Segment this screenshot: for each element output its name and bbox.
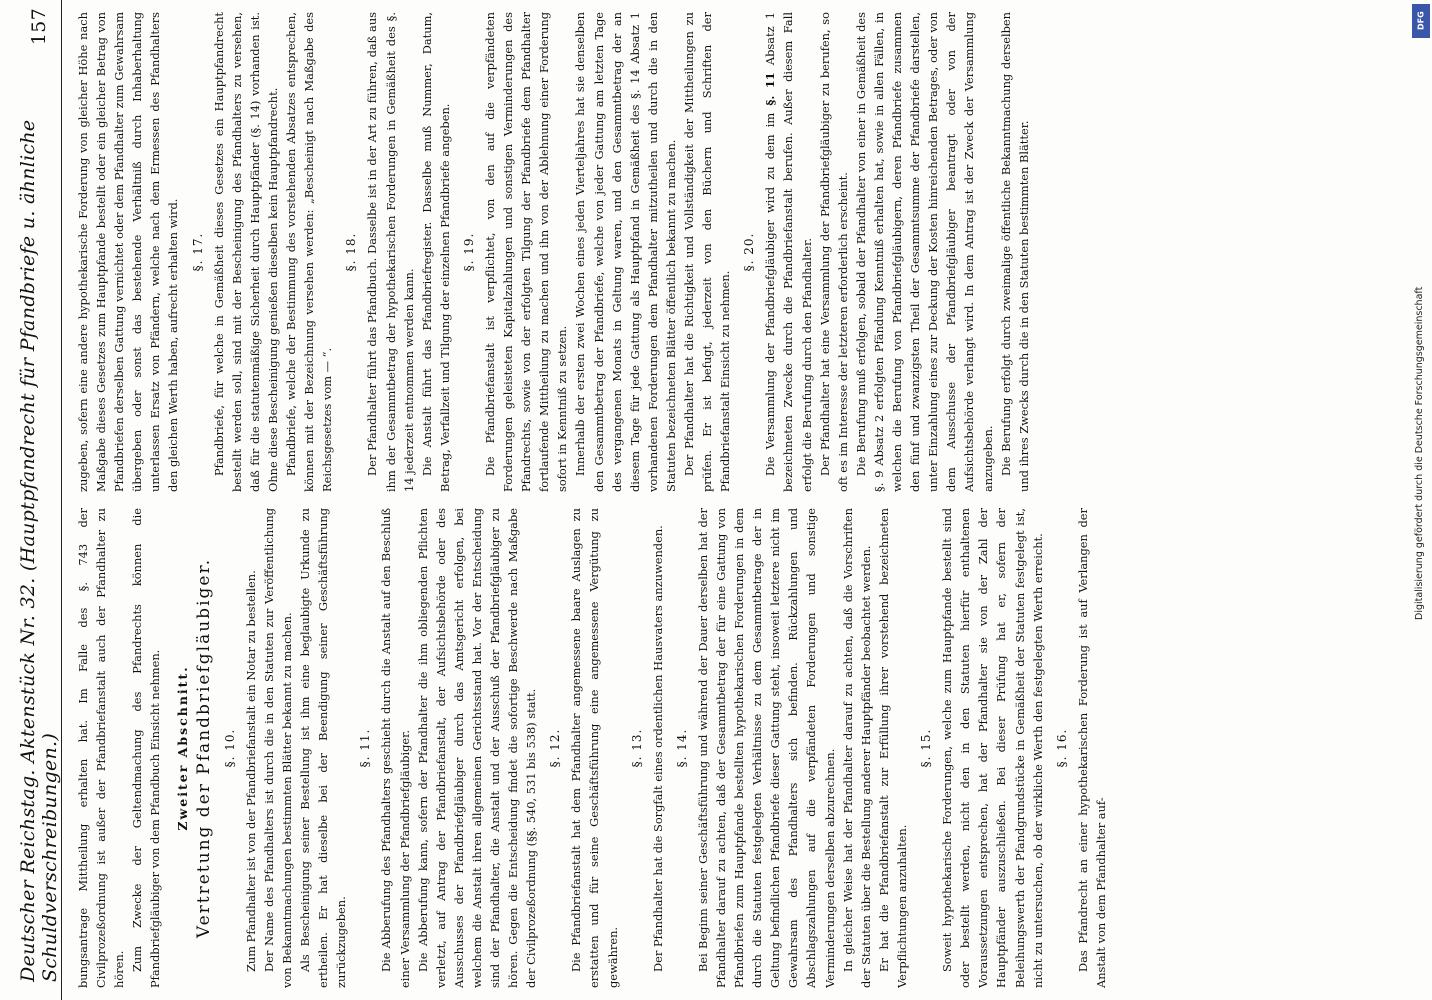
- paragraph: In gleicher Weise hat der Pfandhalter darauf zu achten, daß die Vorschriften der Statuten über die Bestellung anderer Hauptpfänder beobachtet werden.: [840, 508, 873, 988]
- paragraph-number: §. 12.: [548, 728, 563, 768]
- right-column: [74, 12, 1404, 492]
- paragraph: Er hat die Pfandbriefanstalt zur Erfüllung ihrer vorstehend bezeichneten Verpflichtungen anzuhalten.: [876, 508, 909, 988]
- paragraph: Der Name des Pfandhalters ist durch die in den Statuten zur Veröffentlichung von Bekanntmachungen bestimmten Blätter bekannt zu machen.: [261, 508, 294, 988]
- rotated-sheet: [16, 0, 1416, 1000]
- paragraph: Zum Zwecke der Geltendmachung des Pfandrechts können die Pfandbriefgläubiger von dem Pfandbuch Einsicht nehmen.: [130, 508, 163, 988]
- paragraph-number: §. 16.: [1054, 728, 1069, 768]
- paragraph-number: §. 14.: [674, 728, 689, 768]
- paragraph: Die Berufung erfolgt durch zweimalige öffentliche Bekanntmachung derselben und ihres Zwecks durch die in den Statuten bestimmten Blätter.: [998, 12, 1031, 492]
- paragraph: Die Anstalt führt das Pfandbriefregister. Dasselbe muß Nummer, Datum, Betrag, Verfallzeit und Tilgung der einzelnen Pfandbriefe angeben.: [419, 12, 452, 492]
- page-header: [16, 0, 62, 1000]
- section-title: Vertretung der Pfandbriefgläubiger.: [193, 557, 214, 939]
- paragraph: Die Abberufung kann, sofern der Pfandhalter die ihm obliegenden Pflichten verletzt, auf Antrag der Pfandbriefanstalt, der Aufsichtsbehörde oder des Ausschusses der Pfandbriefgläubiger durch das Amtsgericht erfolgen, bei welchem die Anstalt ihren allgemeinen Gerichtsstand hat. Vor der Entscheidung sind der Pfandhalter, die Anstalt und der Ausschuß der Pfandbriefgläubiger zu hören. Gegen die Entscheidung findet die sofortige Beschwerde nach Maßgabe der Civilprozeßordnung (§§. 540, 531 bis 538) statt.: [415, 508, 539, 988]
- paragraph: bungsantrage Mittheilung erhalten hat. Im Falle des §. 743 der Civilprozeßordnung ist außer der Pfandbriefanstalt auch der Pfandhalter zu hören.: [76, 508, 127, 988]
- paragraph: Bei Beginn seiner Geschäftsführung und während der Dauer derselben hat der Pfandhalter darauf zu achten, daß der Gesammtbetrag der für eine Gattung von Pfandbriefen zum Hauptpfande bestellten hypothekarischen Forderungen in dem durch die Statuten festgelegten Verhältnisse zu dem Gesammtbetrage der in Geltung befindlichen Pfandbriefe dieser Gattung steht, insoweit letztere nicht im Gewahrsam des Pfandhalters sich befinden. Rückzahlungen und Abschlagszahlungen auf die verpfändeten Forderungen und sonstige Verminderungen derselben abzurechnen.: [695, 508, 837, 988]
- paragraph-number: §. 17.: [190, 232, 205, 272]
- paragraph: Pfandbriefe, welche der Bestimmung des vorstehenden Absatzes entsprechen, können mit der Bezeichnung versehen werden: „Bescheinigt nach Maßgabe des Reichsgesetzes vom — “.: [284, 12, 335, 492]
- page-number: 157: [27, 8, 50, 46]
- paragraph: Die Pfandbriefanstalt ist verpflichtet, von den auf die verpfändeten Forderungen geleisteten Kapitalzahlungen und sonstigen Verminderungen des Pfandrechts, sowie von der erfolgten Tilgung der Pfandbriefe dem Pfandhalter fortlaufende Mittheilung zu machen und ihn von der Ablehnung einer Forderung sofort in Kenntniß zu setzen.: [482, 12, 570, 492]
- paragraph: Die Berufung muß erfolgen, sobald der Pfandhalter von einer in Gemäßheit des §. 9 Absatz 2 erfolgten Pfändung Kenntniß erhalten hat, sowie in allen Fällen, in welchen die Berufung von Pfandbriefgläubigern, deren Pfandbriefe zusammen den fünf und zwanzigsten Theil der Gesammtsumme der Pfandbriefe darstellen, unter Einzahlung eines zur Deckung der Kosten hinreichenden Betrages, oder von dem Ausschusse der Pfandbriefgläubiger beantragt oder von der Aufsichtsbehörde verlangt wird. In dem Antrag ist der Zweck der Versammlung anzugeben.: [853, 12, 995, 492]
- paragraph: Der Pfandhalter hat die Sorgfalt eines ordentlichen Hausvaters anzuwenden.: [650, 525, 665, 972]
- header-title: Deutscher Reichstag. Aktenstück Nr. 32. (Hauptpfandrecht für Pfandbriefe u. ähnliche Schuldverschreibungen.): [16, 119, 61, 982]
- paragraph: [761, 12, 815, 492]
- paragraph: Die Pfandbriefanstalt hat dem Pfandhalter angemessene baare Auslagen zu erstatten und für seine Geschäftsführung eine angemessene Vergütung zu gewähren.: [569, 508, 620, 988]
- paragraph: zugeben, sofern eine andere hypothekarische Forderung von gleicher Höhe nach Maßgabe dieses Gesetzes zum Hauptpfande bestellt oder ein gleicher Betrag von Pfandbriefen derselben Gattung vernichtet oder dem Pfandhalter zum Gewahrsam übergeben oder sonst das bestehende Verhältniß durch Inhaberhaltung unterlassen Ersatz von Pfändern, welche nach dem Ermessen des Pfandhalters den gleichen Werth haben, aufrecht erhalten wird.: [76, 12, 181, 492]
- paragraph: Das Pfandrecht an einer hypothekarischen Forderung ist auf Verlangen der Anstalt von dem Pfandhalter auf-: [1075, 508, 1108, 988]
- paragraph-number: §. 11.: [358, 728, 373, 768]
- paragraph: Innerhalb der ersten zwei Wochen eines jeden Vierteljahres hat sie denselben den Gesammtbetrag der Pfandbriefe, welche von jeder Gattung am letzten Tage des vergangenen Monats in Geltung waren, und den Gesammtbetrag der an diesem Tage für jede Gattung als Hauptpfand in Gemäßheit des §. 14 Absatz 1 vorhandenen Forderungen dem Pfandhalter mitzutheilen und durch die in den Statuten bezeichneten Blätter öffentlich bekannt zu machen.: [573, 12, 678, 492]
- paragraph-number: §. 20.: [742, 232, 757, 272]
- dfg-logo: DFG: [1412, 4, 1430, 38]
- paragraph-number: §. 10.: [222, 728, 237, 768]
- paragraph: Als Bescheinigung seiner Bestellung ist ihm eine beglaubigte Urkunde zu ertheilen. Er hat dieselbe bei der Beendigung seiner Geschäftsführung zurückzugeben.: [298, 508, 349, 988]
- left-column: [74, 508, 1404, 988]
- paragraph: Pfandbriefe, für welche in Gemäßheit dieses Gesetzes ein Hauptpfandrecht bestellt werden soll, sind mit der Bescheinigung des Pfandhalters zu versehen, daß für die statutenmäßige Sicherheit durch Hauptpfänder (§. 14) vorhanden ist. Ohne diese Bescheinigung genießen dieselben kein Hauptpfandrecht.: [211, 12, 280, 492]
- paragraph-number: §. 13.: [629, 728, 644, 768]
- text-run: Die Versammlung der Pfandbriefgläubiger wird zu dem im: [763, 105, 778, 476]
- paragraph-number: §. 15.: [919, 728, 934, 768]
- text-run: Absatz 1 bezeichneten Zwecke durch die Pfandbriefanstalt berufen. Außer diesem Fall erfolgt die Berufung durch den Pfandhalter.: [763, 12, 814, 492]
- paragraph: Die Abberufung des Pfandhalters geschieht durch die Anstalt auf den Beschluß einer Versammlung der Pfandbriefgläubiger.: [379, 508, 412, 988]
- highlighted-reference: §. 11: [763, 72, 778, 106]
- paragraph: Zum Pfandhalter ist von der Pfandbriefanstalt ein Notar zu bestellen.: [243, 570, 258, 972]
- paragraph-number: §. 18.: [344, 232, 359, 272]
- paragraph: Der Pfandhalter hat die Richtigkeit und Vollständigkeit der Mittheilungen zu prüfen. Er ist befugt, jederzeit von den Büchern und Schriften der Pfandbriefanstalt Einsicht zu nehmen.: [682, 12, 733, 492]
- digitization-note: Digitalisierung gefördert durch die Deutsche Forschungsgemeinschaft: [1414, 286, 1425, 620]
- paragraph: Der Pfandhalter führt das Pfandbuch. Dasselbe ist in der Art zu führen, daß aus ihm der Gesammtbetrag der hypothekarischen Forderungen in Gemäßheit des §. 14 jederzeit entnommen werden kann.: [365, 12, 416, 492]
- paragraph: Der Pfandhalter hat eine Versammlung der Pfandbriefgläubiger zu berufen, so oft es im Interesse der letzteren erforderlich erscheint.: [817, 12, 850, 492]
- paragraph: Soweit hypothekarische Forderungen, welche zum Hauptpfande bestellt sind oder bestellt werden, nicht den in den Statuten hierfür enthaltenen Voraussetzungen entsprechen, hat der Pfandhalter sie von der Zahl der Hauptpfänder auszuschließen. Bei dieser Prüfung hat er, sofern der Beleihungswerth der Pfandgrundstücke in Gemäßheit der Statuten festgelegt ist, nicht zu untersuchen, ob der wirkliche Werth den festgelegten Werth erreicht.: [940, 508, 1045, 988]
- section-heading: Zweiter Abschnitt.: [175, 665, 191, 831]
- paragraph-number: §. 19.: [461, 232, 476, 272]
